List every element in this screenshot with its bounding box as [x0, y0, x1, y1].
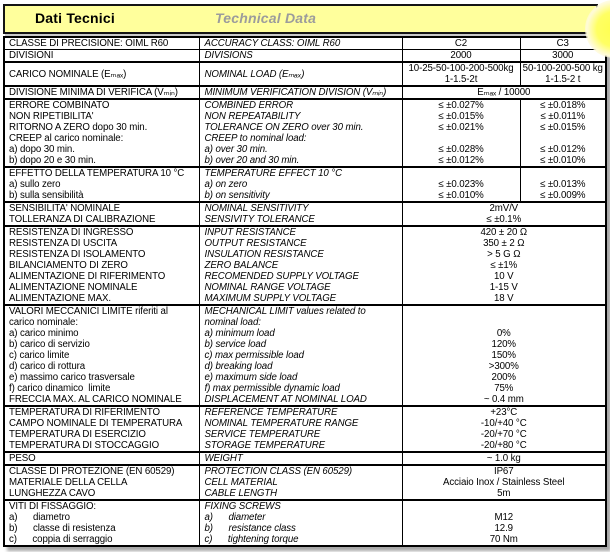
spec-label-english-line: TEMPERATURE EFFECT 10 °C: [204, 168, 342, 179]
spec-label-italian-line: TEMPERATURA DI RIFERIMENTO: [9, 407, 160, 418]
spec-value: [402, 86, 606, 99]
spec-label-english-line: SENSIVITY TOLERANCE: [204, 214, 315, 225]
spec-value-c3-line: ≤ ±0.015%: [540, 122, 586, 133]
spec-label-italian: [4, 452, 199, 465]
spec-value-line: 150%: [491, 350, 516, 361]
spec-label-italian-line: CLASSE DI PROTEZIONE (EN 60529): [9, 466, 175, 477]
spec-value-c3-line: ≤ ±0.009%: [540, 190, 586, 201]
spec-label-italian: [4, 62, 199, 86]
spec-value-line: 18 V: [493, 293, 514, 304]
spec-value-c3: [520, 99, 606, 167]
spec-value-line: > 5 G Ω: [487, 249, 521, 260]
spec-value-c3-line: ≤ ±0.012%: [540, 144, 586, 155]
spec-label-english-line: a) on zero: [204, 179, 248, 190]
spec-value-c2-line: 10-25-50-100-200-500kg: [408, 63, 514, 74]
spec-value-c2-line: ≤ ±0.015%: [438, 111, 484, 122]
spec-label-italian-line: TOLLERANZA DI CALIBRAZIONE: [9, 214, 156, 225]
spec-section-row: [4, 465, 606, 500]
spec-label-english-line: RECOMENDED SUPPLY VOLTAGE: [204, 271, 359, 282]
spec-label-italian: [4, 226, 199, 305]
spec-label-italian-line: d) carico di rottura: [9, 361, 86, 372]
spec-value-c3-line: ≤ ±0.011%: [540, 111, 586, 122]
spec-label-italian-line: f) carico dinamico limite: [9, 383, 111, 394]
spec-label-english-line: COMBINED ERROR: [204, 100, 293, 111]
spec-value: [402, 452, 606, 465]
spec-value-c2-line: [403, 133, 520, 144]
spec-label-italian-line: TEMPERATURA DI STOCCAGGIO: [9, 440, 160, 451]
spec-label-italian-line: c) coppia di serraggio: [9, 534, 113, 545]
spec-value-line: 70 Nm: [489, 534, 518, 545]
spec-value: [402, 305, 606, 406]
spec-label-italian-line: EFFETTO DELLA TEMPERATURA 10 °C: [9, 168, 185, 179]
spec-label-english: [199, 99, 402, 167]
spec-label-english-line: NOMINAL SENSITIVITY: [204, 203, 309, 214]
spec-label-italian-line: a) dopo 30 min.: [9, 144, 75, 155]
spec-label-english-line: DIVISIONS: [204, 50, 253, 61]
spec-label-english-line: a) minimum load: [204, 328, 275, 339]
spec-value-c3-line: ≤ ±0.013%: [540, 179, 586, 190]
spec-label-italian-line: MATERIALE DELLA CELLA: [9, 477, 128, 488]
spec-label-italian-line: ALIMENTAZIONE DI RIFERIMENTO: [9, 271, 166, 282]
spec-label-english: [199, 465, 402, 500]
spec-label-english-line: b) over 20 and 30 min.: [204, 155, 300, 166]
spec-value-c2-line: ≤ ±0.023%: [438, 179, 484, 190]
spec-section-row: [4, 226, 606, 305]
spec-value-c2-line: ≤ ±0.010%: [438, 190, 484, 201]
spec-label-italian-line: VITI DI FISSAGGIO:: [9, 501, 97, 512]
spec-value-c2: [402, 50, 520, 63]
spec-table: [3, 36, 607, 547]
spec-table-wrap: [3, 36, 607, 547]
spec-value-c3-line: [521, 133, 606, 144]
page-title-italian: Dati Tecnici: [35, 10, 115, 26]
spec-value-line: 10 V: [493, 271, 514, 282]
spec-label-english-line: c) max permissible load: [204, 350, 304, 361]
spec-value-c2-line: ≤ ±0.027%: [438, 100, 484, 111]
spec-value-c2: [402, 62, 520, 86]
spec-value-line: 1-15 V: [489, 282, 518, 293]
spec-section-row: [4, 99, 606, 167]
spec-value: [402, 226, 606, 305]
spec-value-c2-line: 2000: [450, 50, 472, 61]
spec-value-c2: [402, 37, 520, 50]
spec-value-c2-line: 1-1.5-2t: [444, 74, 478, 85]
spec-label-english-line: b) on sensitivity: [204, 190, 270, 201]
spec-value-line: -20/+70 °C: [480, 429, 527, 440]
spec-value-line: -20/+80 °C: [480, 440, 527, 451]
spec-label-english-line: NOMINAL TEMPERATURE RANGE: [204, 418, 359, 429]
spec-label-english-line: PROTECTION CLASS (EN 60529): [204, 466, 352, 477]
spec-label-italian: [4, 202, 199, 226]
spec-value-line: Eₘₐₓ / 10000: [477, 87, 531, 98]
spec-section-row: [4, 406, 606, 452]
spec-label-english-line: REFERENCE TEMPERATURE: [204, 407, 338, 418]
spec-section-row: [4, 37, 606, 50]
spec-value-c3: [520, 50, 606, 63]
spec-value: [402, 406, 606, 452]
spec-section-row: [4, 86, 606, 99]
spec-value-line: [403, 501, 606, 512]
spec-label-italian-line: CAMPO NOMINALE DI TEMPERATURA: [9, 418, 183, 429]
spec-label-italian-line: SENSIBILITA' NOMINALE: [9, 203, 121, 214]
spec-value-line: IP67: [493, 466, 514, 477]
spec-label-italian-line: CREEP al carico nominale:: [9, 133, 124, 144]
spec-label-italian: [4, 167, 199, 202]
page-title-english: Technical Data: [215, 10, 317, 26]
spec-value-c3-line: C3: [556, 38, 569, 49]
spec-label-english-line: INPUT RESISTANCE: [204, 227, 296, 238]
spec-value-line: ~ 0.4 mm: [483, 394, 524, 405]
spec-label-english-line: ACCURACY CLASS: OIML R60: [204, 38, 341, 49]
spec-section-row: [4, 305, 606, 406]
spec-label-italian-line: FRECCIA MAX. AL CARICO NOMINALE: [9, 394, 182, 405]
spec-label-english: [199, 167, 402, 202]
spec-label-italian-line: ALIMENTAZIONE MAX.: [9, 293, 111, 304]
spec-label-english-line: a) over 30 min.: [204, 144, 268, 155]
spec-value-line: [403, 317, 606, 328]
spec-value-c3: [520, 62, 606, 86]
spec-label-english-line: CABLE LENGTH: [204, 488, 278, 499]
spec-label-english: [199, 305, 402, 406]
spec-label-english-line: STORAGE TEMPERATURE: [204, 440, 325, 451]
spec-value-line: ≤ ±0.1%: [486, 214, 522, 225]
spec-value-c2-line: ≤ ±0.012%: [438, 155, 484, 166]
spec-label-italian-line: ERRORE COMBINATO: [9, 100, 110, 111]
spec-label-italian: [4, 465, 199, 500]
spec-label-italian-line: VALORI MECCANICI LIMITE riferiti al: [9, 306, 168, 317]
spec-section-row: [4, 202, 606, 226]
spec-label-english-line: SERVICE TEMPERATURE: [204, 429, 321, 440]
spec-label-italian-line: LUNGHEZZA CAVO: [9, 488, 96, 499]
spec-label-english-line: d) breaking load: [204, 361, 273, 372]
spec-label-italian-line: ALIMENTAZIONE NOMINALE: [9, 282, 138, 293]
spec-label-italian-line: b) classe di resistenza: [9, 523, 116, 534]
spec-label-english-line: NON REPEATABILITY: [204, 111, 301, 122]
spec-section-row: [4, 62, 606, 86]
spec-label-italian-line: carico nominale:: [9, 317, 78, 328]
spec-value-c3-line: ≤ ±0.018%: [540, 100, 586, 111]
spec-label-english-line: CREEP to nominal load:: [204, 133, 307, 144]
spec-label-english: [199, 226, 402, 305]
spec-label-italian-line: BILANCIAMENTO DI ZERO: [9, 260, 128, 271]
spec-value-line: 2mV/V: [489, 203, 519, 214]
spec-label-english-line: WEIGHT: [204, 453, 243, 464]
spec-label-english-line: CELL MATERIAL: [204, 477, 278, 488]
spec-label-italian-line: RESISTENZA DI USCITA: [9, 238, 118, 249]
spec-value-line: 75%: [494, 383, 514, 394]
spec-label-english-line: ZERO BALANCE: [204, 260, 279, 271]
spec-value: [402, 500, 606, 546]
spec-value-line: Acciaio Inox / Stainless Steel: [443, 477, 565, 488]
spec-value-line: M12: [494, 512, 514, 523]
spec-label-italian: [4, 406, 199, 452]
spec-value-c3: [520, 37, 606, 50]
spec-label-english-line: nominal load:: [204, 317, 261, 328]
spec-value-line: 350 ± 2 Ω: [483, 238, 525, 249]
spec-label-italian-line: RITORNO A ZERO dopo 30 min.: [9, 122, 148, 133]
spec-label-italian-line: CARICO NOMINALE (Eₘₐₓ): [9, 68, 127, 80]
spec-value-c3-line: 3000: [552, 50, 574, 61]
spec-value-line: ~ 1.0 kg: [486, 453, 521, 464]
spec-label-english-line: c) tightening torque: [204, 534, 299, 545]
spec-value-c2-line: C2: [454, 38, 468, 49]
spec-label-english-line: NOMINAL RANGE VOLTAGE: [204, 282, 331, 293]
spec-label-italian: [4, 500, 199, 546]
spec-value-line: 12.9: [494, 523, 513, 534]
spec-value-line: [403, 306, 606, 317]
spec-label-english-line: a) diameter: [204, 512, 266, 523]
spec-label-italian-line: b) carico di servizio: [9, 339, 90, 350]
spec-value-c2: [402, 99, 520, 167]
spec-label-english: [199, 202, 402, 226]
spec-label-english-line: b) service load: [204, 339, 266, 350]
spec-label-italian: [4, 37, 199, 50]
spec-label-english-line: DISPLACEMENT AT NOMINAL LOAD: [204, 394, 367, 405]
spec-value-c3-line: 1-1.5-2 t: [545, 74, 581, 85]
spec-value-line: >300%: [488, 361, 519, 372]
spec-label-italian-line: a) sullo zero: [9, 179, 61, 190]
spec-label-english: [199, 500, 402, 546]
spec-label-english-line: MINIMUM VERIFICATION DIVISION (Vₘᵢₙ): [204, 87, 387, 98]
spec-value-c2-line: [403, 168, 520, 179]
spec-value-line: ≤ ±1%: [490, 260, 518, 271]
spec-value-c3-line: ≤ ±0.010%: [540, 155, 586, 166]
spec-label-english-line: OUTPUT RESISTANCE: [204, 238, 307, 249]
spec-label-italian-line: e) massimo carico trasversale: [9, 372, 135, 383]
spec-label-italian-line: NON RIPETIBILITA': [9, 111, 94, 122]
spec-value: [402, 202, 606, 226]
spec-value-c2: [402, 167, 520, 202]
spec-label-english: [199, 86, 402, 99]
spec-value-line: 120%: [491, 339, 516, 350]
spec-label-english: [199, 50, 402, 63]
spec-value-line: -10/+40 °C: [480, 418, 527, 429]
spec-section-row: [4, 500, 606, 546]
spec-label-italian: [4, 305, 199, 406]
spec-label-english: [199, 452, 402, 465]
header-band: [3, 4, 598, 34]
spec-label-italian: [4, 50, 199, 63]
spec-label-italian: [4, 99, 199, 167]
spec-label-english-line: e) maximum side load: [204, 372, 298, 383]
spec-value-c3: [520, 167, 606, 202]
spec-value-line: +23°C: [490, 407, 518, 418]
spec-label-english-line: MECHANICAL LIMIT values related to: [204, 306, 366, 317]
spec-section-row: [4, 452, 606, 465]
spec-label-english-line: f) max permissible dynamic load: [204, 383, 340, 394]
spec-label-english-line: INSULATION RESISTANCE: [204, 249, 324, 260]
spec-label-italian-line: CLASSE DI PRECISIONE: OIML R60: [9, 38, 169, 49]
spec-label-italian-line: DIVISIONE MINIMA DI VERIFICA (Vₘᵢₙ): [9, 87, 178, 98]
spec-label-italian-line: TEMPERATURA DI ESERCIZIO: [9, 429, 146, 440]
spec-label-english-line: TOLERANCE ON ZERO over 30 min.: [204, 122, 364, 133]
spec-table-body: [4, 37, 606, 546]
spec-value-line: 200%: [491, 372, 516, 383]
spec-label-italian-line: a) carico minimo: [9, 328, 79, 339]
spec-label-english-line: b) resistance class: [204, 523, 296, 534]
spec-label-english-line: NOMINAL LOAD (Eₘₐₓ): [204, 68, 305, 80]
spec-label-italian-line: PESO: [9, 453, 36, 464]
spec-label-english-line: FIXING SCREWS: [204, 501, 281, 512]
spec-label-english: [199, 62, 402, 86]
spec-value-line: 5m: [497, 488, 511, 499]
spec-value-line: 420 ± 20 Ω: [480, 227, 528, 238]
spec-value: [402, 465, 606, 500]
spec-label-italian-line: b) dopo 20 e 30 min.: [9, 155, 96, 166]
spec-value-c2-line: ≤ ±0.021%: [438, 122, 484, 133]
spec-value-c2-line: ≤ ±0.028%: [438, 144, 484, 155]
spec-value-c3-line: 50-100-200-500 kg: [522, 63, 603, 74]
spec-label-english: [199, 37, 402, 50]
spec-label-italian: [4, 86, 199, 99]
spec-label-italian-line: c) carico limite: [9, 350, 70, 361]
spec-section-row: [4, 167, 606, 202]
spec-label-italian-line: RESISTENZA DI ISOLAMENTO: [9, 249, 146, 260]
spec-label-italian-line: DIVISIONI: [9, 50, 54, 61]
spec-label-english: [199, 406, 402, 452]
spec-label-english-line: MAXIMUM SUPPLY VOLTAGE: [204, 293, 336, 304]
spec-section-row: [4, 50, 606, 63]
spec-value-line: 0%: [496, 328, 511, 339]
spec-label-italian-line: RESISTENZA DI INGRESSO: [9, 227, 134, 238]
spec-label-italian-line: a) diametro: [9, 512, 70, 523]
spec-label-italian-line: b) sulla sensibilità: [9, 190, 84, 201]
spec-value-c3-line: [521, 168, 606, 179]
